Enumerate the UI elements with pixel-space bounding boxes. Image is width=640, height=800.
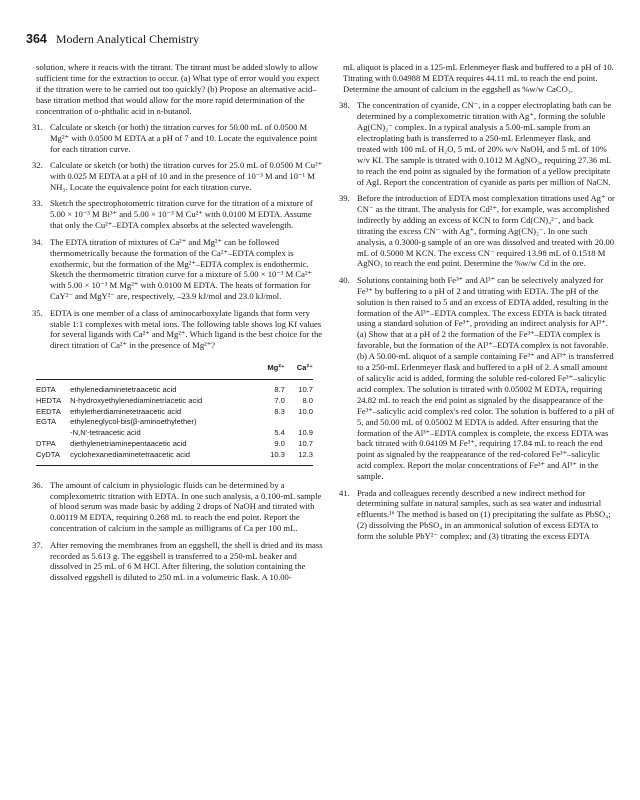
problem-number: 32.: [32, 160, 43, 171]
table-row: [36, 450, 313, 465]
problem-number: 36.: [32, 479, 43, 490]
problem-text: Prada and colleagues recently described a new indirect method for determining sulfate in natural samples, such as sea water and industrial effluents.¹⁶ The method is based on (1) precipitating the sulfate as PbSO₄; (2) dissolving the PbSO₄ in an ammonical solution of excess EDTA to form the soluble PbY²⁻ complex; and (3) titrating the excess EDTA: [357, 487, 611, 542]
problem-number: 41.: [339, 487, 350, 498]
logkf-mg: 7.0: [274, 395, 285, 405]
problem-41: [339, 487, 615, 543]
continued-paragraph: solution, where it reacts with the titrant. The titrant must be added slowly to allow sufficient time for the extraction to occur. (a) What type of error would you expect if the titration were to be carried out too quickly? (b) Propose an alternative acid–base titration method that would allow for the more rapid determination of the concentration of o-phthalic acid in n-butanol.: [36, 62, 320, 116]
problem-text: The amount of calcium in physiologic fluids can be determined by a complexometric titration with EDTA. In one such analysis, a 0.100-mL sample of blood serum was made basic by adding 2 drops of NaOH and titrated with 0.00119 M EDTA, requiring 0.268 mL to reach the end point. Report the concentration of calcium in the sample as milligrams of Ca per 100 mL.: [50, 479, 322, 534]
ligand-abbr: HEDTA: [36, 395, 62, 405]
page-header: [26, 32, 199, 47]
problem-37: [32, 539, 324, 584]
ligand-name: ethyleneglycol-bis(β-aminoethylether): [70, 417, 197, 427]
problem-number: 37.: [32, 539, 43, 550]
left-column: [32, 62, 324, 589]
table-row: [36, 428, 313, 439]
logkf-mg: 8.7: [274, 385, 285, 395]
logkf-ca: 10.7: [298, 385, 313, 395]
ligand-abbr: EEDTA: [36, 406, 61, 416]
table-header-name: [70, 363, 257, 379]
problem-text: After removing the membranes from an eggshell, the shell is dried and its mass recorded as 5.613 g. The eggshell is transferred to a 250-mL beaker and dissolved in 25 mL of 6 M HCl. After filtering, the solution containing the dissolved eggshell is diluted to 250 mL in a volumetric flask. A 10.00-: [50, 539, 323, 583]
table-header-row: [36, 363, 313, 379]
logkf-mg: 5.4: [274, 428, 285, 438]
ligand-name: ethyletherdiaminetetraacetic acid: [70, 406, 182, 416]
problem-number: 38.: [339, 100, 350, 111]
table-row: [36, 380, 313, 396]
problem-text: Calculate or sketch (or both) the titration curves for 25.0 mL of 0.0500 M Cu²⁺ with 0.025 M EDTA at a pH of 10 and in the presence of 10⁻³ M and 10⁻¹ M NH₃. Locate the equivalence point for each titration curve.: [50, 160, 323, 193]
logkf-ca: [285, 417, 313, 428]
problem-38: [339, 100, 615, 187]
problem-36: [32, 479, 324, 535]
problem-number: 40.: [339, 274, 350, 285]
problem-number: 33.: [32, 198, 43, 209]
book-title: Modern Analytical Chemistry: [55, 32, 200, 46]
continued-paragraph: mL aliquot is placed in a 125-mL Erlenmeyer flask and buffered to a pH of 10. Titrating with 0.04988 M EDTA requires 44.11 mL to reach the end point. Determine the amount of calcium in the eggshell as %w/w CaCO₃.: [343, 62, 614, 94]
logkf-ca: 12.3: [285, 450, 313, 465]
ligand-name: ethylenediaminetetraacetic acid: [70, 385, 177, 395]
problem-33: [32, 198, 324, 231]
problem-text: The EDTA titration of mixtures of Ca²⁺ and Mg²⁺ can be followed thermometrically because the formation of the Ca²⁺–EDTA complex is exothermic, but the formation of the Mg²⁺–EDTA complex is endothermic. Sketch the thermometric titration curve for a mixture of 5.00 × 10⁻³ M Ca²⁺ with 5.00 × 10⁻³ M Mg²⁺ with 0.0100 M EDTA. The heats of formation for CaY²⁻ and MgY²⁻ are, respectively, –23.9 kJ/mol and 23.0 kJ/mol.: [50, 236, 313, 302]
logkf-mg: [257, 417, 285, 428]
ligand-abbr: CyDTA: [36, 450, 70, 465]
problem-text: Calculate or sketch (or both) the titration curves for 50.00 mL of 0.0500 M Mg²⁺ with 0.0500 M EDTA at a pH of 7 and 10. Locate the equivalence point for each titration curve.: [50, 122, 318, 154]
logkf-table: [36, 363, 313, 465]
problem-39: [339, 192, 615, 269]
problem-text: The concentration of cyanide, CN⁻, in a copper electroplating bath can be determined by a complexometric titration with Ag⁺, forming the soluble Ag(CN)₂⁻ complex. In a typical analysis a 5.00-mL sample from an electroplating bath is transferred to a 250-mL Erlenmeyer flask, and treated with 100 mL of H₂O, 5 mL of 20% w/v NaOH, and 5 mL of 10% w/v KI. The sample is titrated with 0.1012 M AgNO₃, requiring 27.36 mL to reach the end point as signaled by the formation of a yellow precipitate of AgI. Report the concentration of cyanide as parts per million of NaCN.: [357, 100, 612, 187]
ligand-name: N-hydroxyethylenediaminetriacetic acid: [70, 395, 203, 405]
table-row: [36, 439, 313, 450]
table-row: [36, 417, 313, 428]
problem-subparts: (a) Show that at a pH of 2 the formation of the Fe³⁺–EDTA complex is favorable, but the formation of the Al³⁺–EDTA complex is not favorable. (b) A 50.00-mL aliquot of a sample containing Fe³⁺ and Al³⁺ is transferred to a 250-mL Erlenmeyer flask and buffered to a pH of 2. A small amount of salicylic acid is added, forming the soluble red-colored Fe³⁺–salicylic acid complex. The solution is titrated with 0.05002 M EDTA, requiring 24.82 mL to reach the end point as signaled by the disappearance of the Fe³⁺–salicylic acid complex's red color. The solution is buffered to a pH of 5, and 50.00 mL of 0.05002 M EDTA is added. After ensuring that the formation of the Al³⁺–EDTA complex is complete, the excess EDTA was back titrated with 0.04109 M Fe³⁺, requiring 17.84 mL to reach the end point as signaled by the reappearance of the red-colored Fe³⁺–salicylic acid complex. Report the molar concentrations of Fe³⁺ and Al³⁺ in the sample.: [357, 329, 615, 482]
logkf-ca: 10.9: [298, 428, 313, 438]
ligand-name: diethylenetriaminepentaacetic acid: [70, 439, 187, 449]
page-number: 364: [26, 32, 47, 46]
problem-number: 35.: [32, 307, 43, 318]
ligand-name: -N,N′-tetraacetic acid: [70, 428, 141, 438]
table-header-mg: Mg²⁺: [257, 363, 285, 379]
logkf-mg: 8.3: [274, 406, 285, 416]
ligand-abbr: DTPA: [36, 439, 56, 449]
table-header-abbr: [36, 363, 70, 379]
problem-text: Solutions containing both Fe³⁺ and Al³⁺ can be selectively analyzed for Fe³⁺ by buffering to a pH of 2 and titrating with EDTA. The pH of the solution is then raised to 5 and an excess of EDTA added, resulting in the formation of the Al³⁺–EDTA complex. The excess EDTA is back titrated using a standard solution of Fe³⁺, providing an indirect analysis for Al³⁺.: [357, 274, 609, 329]
problem-text: Before the introduction of EDTA most complexation titrations used Ag⁺ or CN⁻ as the titrant. The analysis for Cd²⁺, for example, was accomplished indirectly by adding an excess of KCN to form Cd(CN)₄²⁻, and back titrating the excess CN⁻ with Ag⁺, forming Ag(CN)₂⁻. In one such analysis, a 0.3000-g sample of an ore was dissolved and treated with 20.00 mL of 0.5000 M KCN. The excess CN⁻ required 13.98 mL of 0.1518 M AgNO₃ to reach the end point. Determine the %w/w Cd in the ore.: [357, 192, 615, 269]
logkf-ca: 8.0: [302, 395, 313, 405]
problem-text: EDTA is one member of a class of aminocarboxylate ligands that form very stable 1:1 complexes with metal ions. The following table shows log Kf values for several ligands with Ca²⁺ and Mg²⁺. Which ligand is the best choice for the direct titration of Ca²⁺ in the presence of Mg²⁺?: [50, 307, 323, 351]
right-column: [339, 62, 615, 548]
problem-34: [32, 236, 324, 302]
table-header-ca: Ca²⁺: [285, 363, 313, 379]
ligand-abbr: [36, 428, 70, 439]
problem-number: 34.: [32, 236, 43, 247]
logkf-mg: 9.0: [274, 439, 285, 449]
problem-text: Sketch the spectrophotometric titration curve for the titration of a mixture of 5.00 × 10⁻³ M Bi³⁺ and 5.00 × 10⁻³ M Cu²⁺ with 0.0100 M EDTA. Assume that only the Cu²⁺–EDTA complex absorbs at the selected wavelength.: [50, 198, 313, 231]
logkf-mg: 10.3: [257, 450, 285, 465]
ligand-abbr: EGTA: [36, 417, 57, 427]
logkf-ca: 10.7: [298, 439, 313, 449]
problem-number: 39.: [339, 192, 350, 203]
ligand-abbr: EDTA: [36, 385, 56, 395]
problem-35: [32, 307, 324, 352]
problem-32: [32, 160, 324, 193]
ligand-name: cyclohexanediaminetetraacetic acid: [70, 450, 257, 465]
table-row: [36, 407, 313, 418]
problem-40: [339, 274, 615, 482]
problem-31: [32, 122, 324, 155]
logkf-ca: 10.0: [298, 406, 313, 416]
table-row: [36, 396, 313, 407]
problem-number: 31.: [32, 122, 43, 133]
